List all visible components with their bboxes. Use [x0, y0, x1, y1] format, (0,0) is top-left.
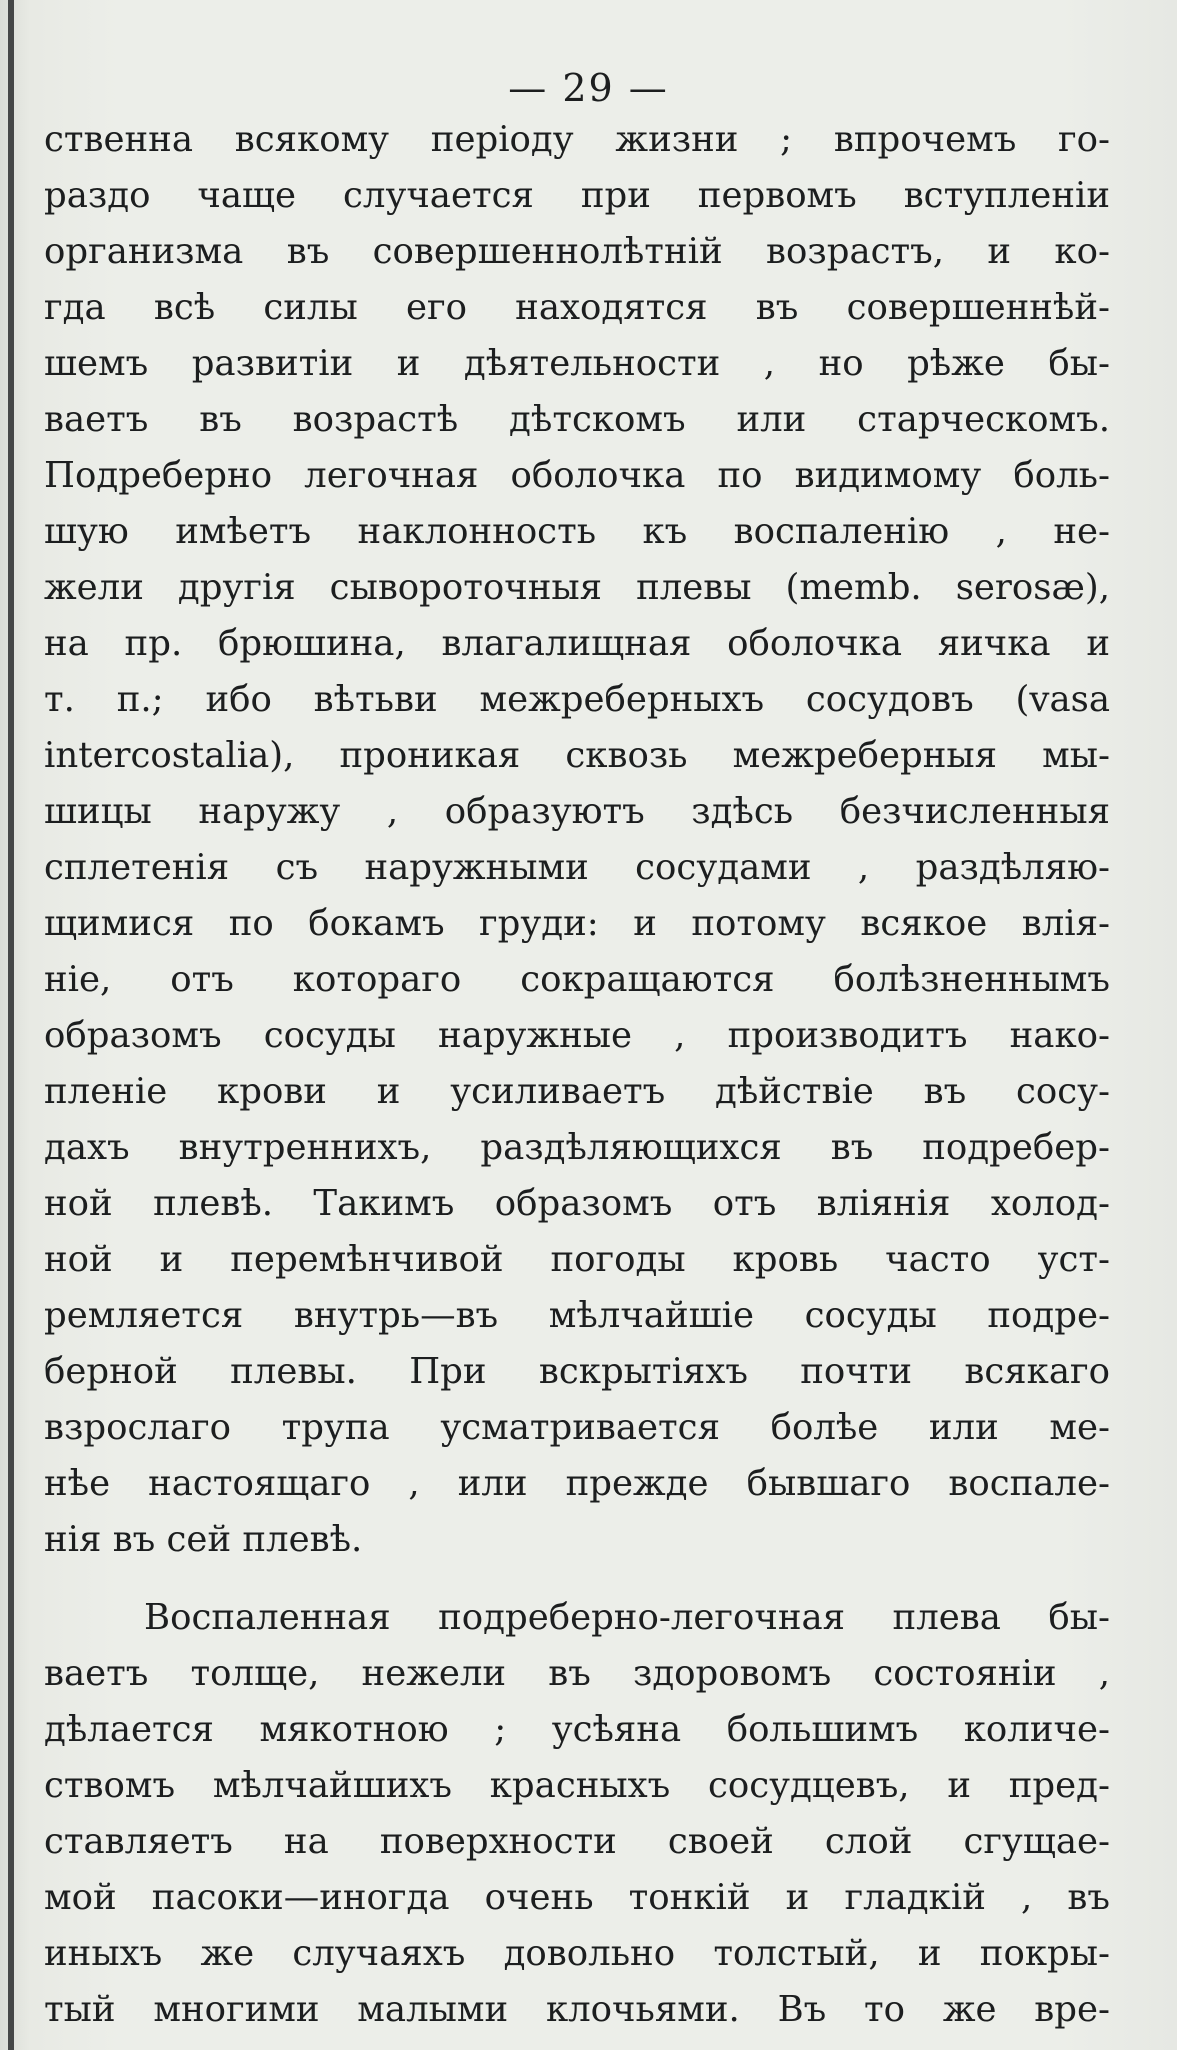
text-line: ремляется внутрь—въ мѣлчайшіе сосуды подре-	[44, 1295, 1110, 1336]
text-line: шемъ развитіи и дѣятельности , но рѣже бы-	[44, 343, 1110, 384]
text-line: раздо чаще случается при первомъ вступленіи	[44, 175, 1110, 216]
text-line: шую имѣетъ наклонность къ воспаленію , не-	[44, 511, 1110, 552]
text-line: жели другія сывороточныя плевы (memb. serosæ),	[44, 567, 1110, 608]
text-line: организма въ совершеннолѣтній возрастъ, и ко-	[44, 231, 1110, 272]
text-line: дѣлается мякотною ; усѣяна большимъ количе-	[44, 1709, 1110, 1750]
text-line: иныхъ же случаяхъ довольно толстый, и покры-	[44, 1933, 1110, 1974]
text-line: ваетъ толще, нежели въ здоровомъ состояніи ,	[44, 1653, 1110, 1694]
paragraph-1	[44, 112, 1110, 1568]
text-line: Подреберно легочная оболочка по видимому боль-	[44, 455, 1110, 496]
text-line: т. п.; ибо вѣтьви межреберныхъ сосудовъ (vasa	[44, 679, 1110, 720]
text-line: ственна всякому періоду жизни ; впрочемъ го-	[44, 119, 1110, 160]
text-line: тый многими малыми клочьями. Въ то же вре-	[44, 1989, 1110, 2030]
text-line: ваетъ въ возрастѣ дѣтскомъ или старческомъ.	[44, 399, 1110, 440]
text-line: щимися по бокамъ груди: и потому всякое влія-	[44, 903, 1110, 944]
text-line: гда всѣ силы его находятся въ совершеннѣй-	[44, 287, 1110, 328]
body-text	[44, 112, 1110, 2038]
paragraph-2	[44, 1590, 1110, 2038]
text-line: ніе, отъ котораго сокращаются болѣзненнымъ	[44, 959, 1110, 1000]
text-line: мой пасоки—иногда очень тонкій и гладкій , въ	[44, 1877, 1110, 1918]
page-number: — 29 —	[508, 66, 669, 110]
text-line: берной плевы. При вскрытіяхъ почти всякаго	[44, 1351, 1110, 1392]
text-line: нія въ сей плевѣ.	[44, 1519, 363, 1560]
text-line: взрослаго трупа усматривается болѣе или ме-	[44, 1407, 1110, 1448]
text-line: образомъ сосуды наружные , производитъ нако-	[44, 1015, 1110, 1056]
text-line: пленіе крови и усиливаетъ дѣйствіе въ сосу-	[44, 1071, 1110, 1112]
text-line: ствомъ мѣлчайшихъ красныхъ сосудцевъ, и пред-	[44, 1765, 1110, 1806]
text-line: шицы наружу , образуютъ здѣсь безчисленныя	[44, 791, 1110, 832]
text-line: Воспаленная подреберно-легочная плева бы-	[144, 1597, 1110, 1638]
text-line: ставляетъ на поверхности своей слой сгущае-	[44, 1821, 1110, 1862]
text-line: дахъ внутреннихъ, раздѣляющихся въ подребер-	[44, 1127, 1110, 1168]
text-line: intercostalia), проникая сквозь межреберныя мы-	[44, 735, 1110, 776]
text-line: нѣе настоящаго , или прежде бывшаго воспале-	[44, 1463, 1110, 1504]
text-line: на пр. брюшина, влагалищная оболочка яичка и	[44, 623, 1110, 664]
text-line: ной и перемѣнчивой погоды кровь часто уст-	[44, 1239, 1110, 1280]
text-line: ной плевѣ. Такимъ образомъ отъ вліянія холод-	[44, 1183, 1110, 1224]
text-line: сплетенія съ наружными сосудами , раздѣляю-	[44, 847, 1110, 888]
page-spine-shadow	[8, 0, 14, 2050]
paragraph-gap	[44, 1568, 1110, 1590]
